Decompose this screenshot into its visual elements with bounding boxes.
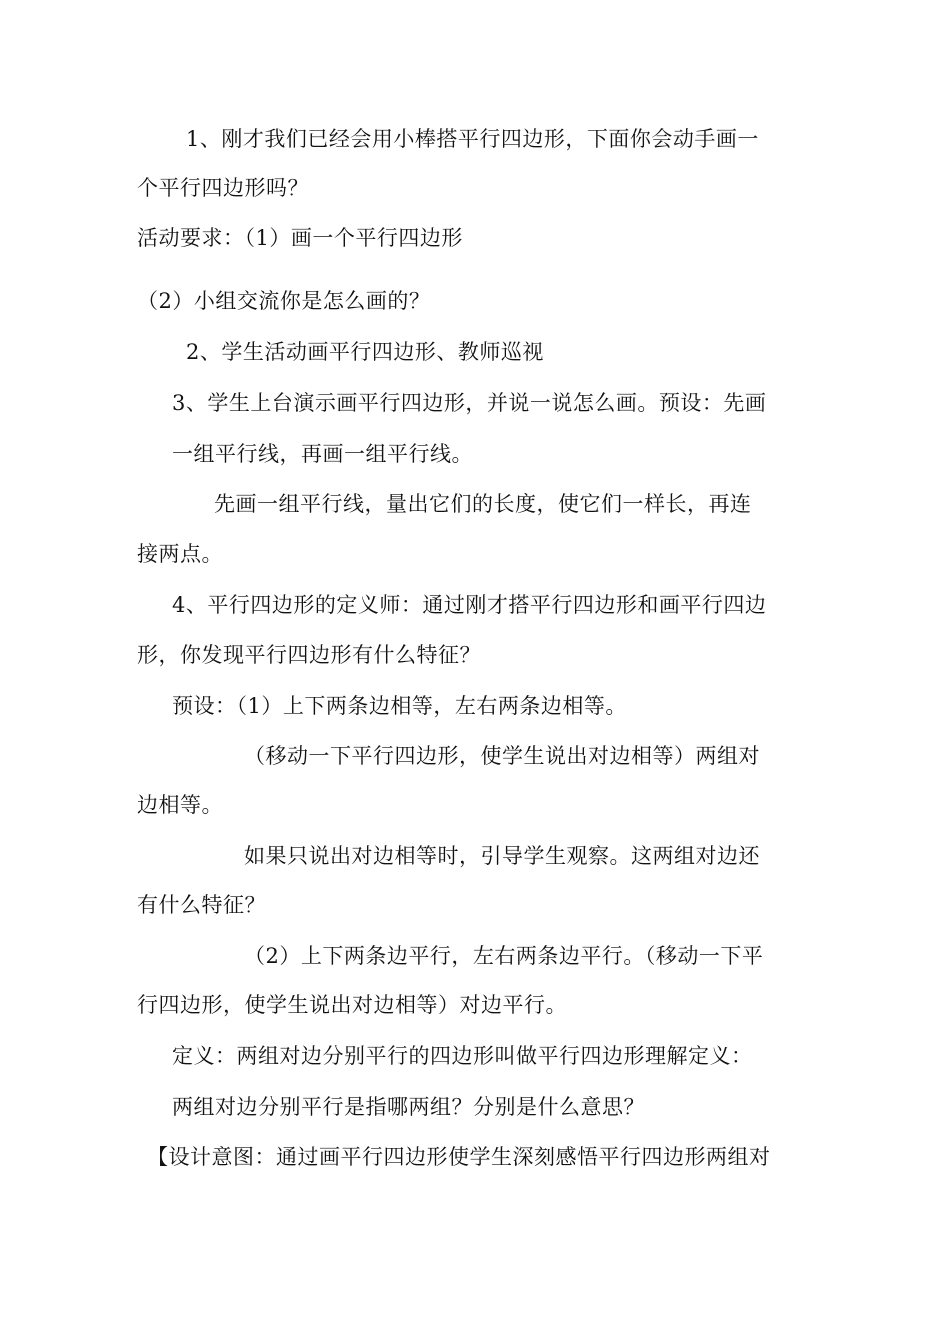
text-line-18: 行四边形，使学生说出对边相等）对边平行。 (137, 993, 567, 1017)
text-line-20: 两组对边分别平行是指哪两组？分别是什么意思？ (172, 1095, 645, 1119)
text-line-13: （移动一下平行四边形，使学生说出对边相等）两组对 (244, 744, 760, 768)
text-line-5: 2、学生活动画平行四边形、教师巡视 (186, 340, 544, 364)
text-line-7: 一组平行线，再画一组平行线。 (172, 442, 473, 466)
text-line-12: 预设：（1）上下两条边相等，左右两条边相等。 (172, 694, 627, 718)
text-line-19: 定义：两组对边分别平行的四边形叫做平行四边形理解定义： (172, 1044, 753, 1068)
text-line-10: 4、平行四边形的定义师：通过刚才搭平行四边形和画平行四边 (172, 593, 767, 617)
text-line-4: （2）小组交流你是怎么画的？ (137, 289, 431, 313)
text-line-1: 1、刚才我们已经会用小棒搭平行四边形，下面你会动手画一 (186, 127, 759, 151)
text-line-8: 先画一组平行线，量出它们的长度，使它们一样长，再连 (214, 492, 752, 516)
text-line-17: （2）上下两条边平行，左右两条边平行。（移动一下平 (244, 944, 764, 968)
text-line-11: 形，你发现平行四边形有什么特征？ (137, 643, 481, 667)
text-line-9: 接两点。 (137, 542, 223, 566)
text-line-3: 活动要求：（1）画一个平行四边形 (137, 226, 463, 250)
text-line-6: 3、学生上台演示画平行四边形，并说一说怎么画。预设：先画 (172, 391, 767, 415)
text-line-2: 个平行四边形吗？ (137, 176, 309, 200)
text-line-16: 有什么特征？ (137, 893, 266, 917)
text-line-14: 边相等。 (137, 793, 223, 817)
text-line-21: 【设计意图：通过画平行四边形使学生深刻感悟平行四边形两组对 (147, 1145, 771, 1169)
text-line-15: 如果只说出对边相等时，引导学生观察。这两组对边还 (244, 844, 760, 868)
